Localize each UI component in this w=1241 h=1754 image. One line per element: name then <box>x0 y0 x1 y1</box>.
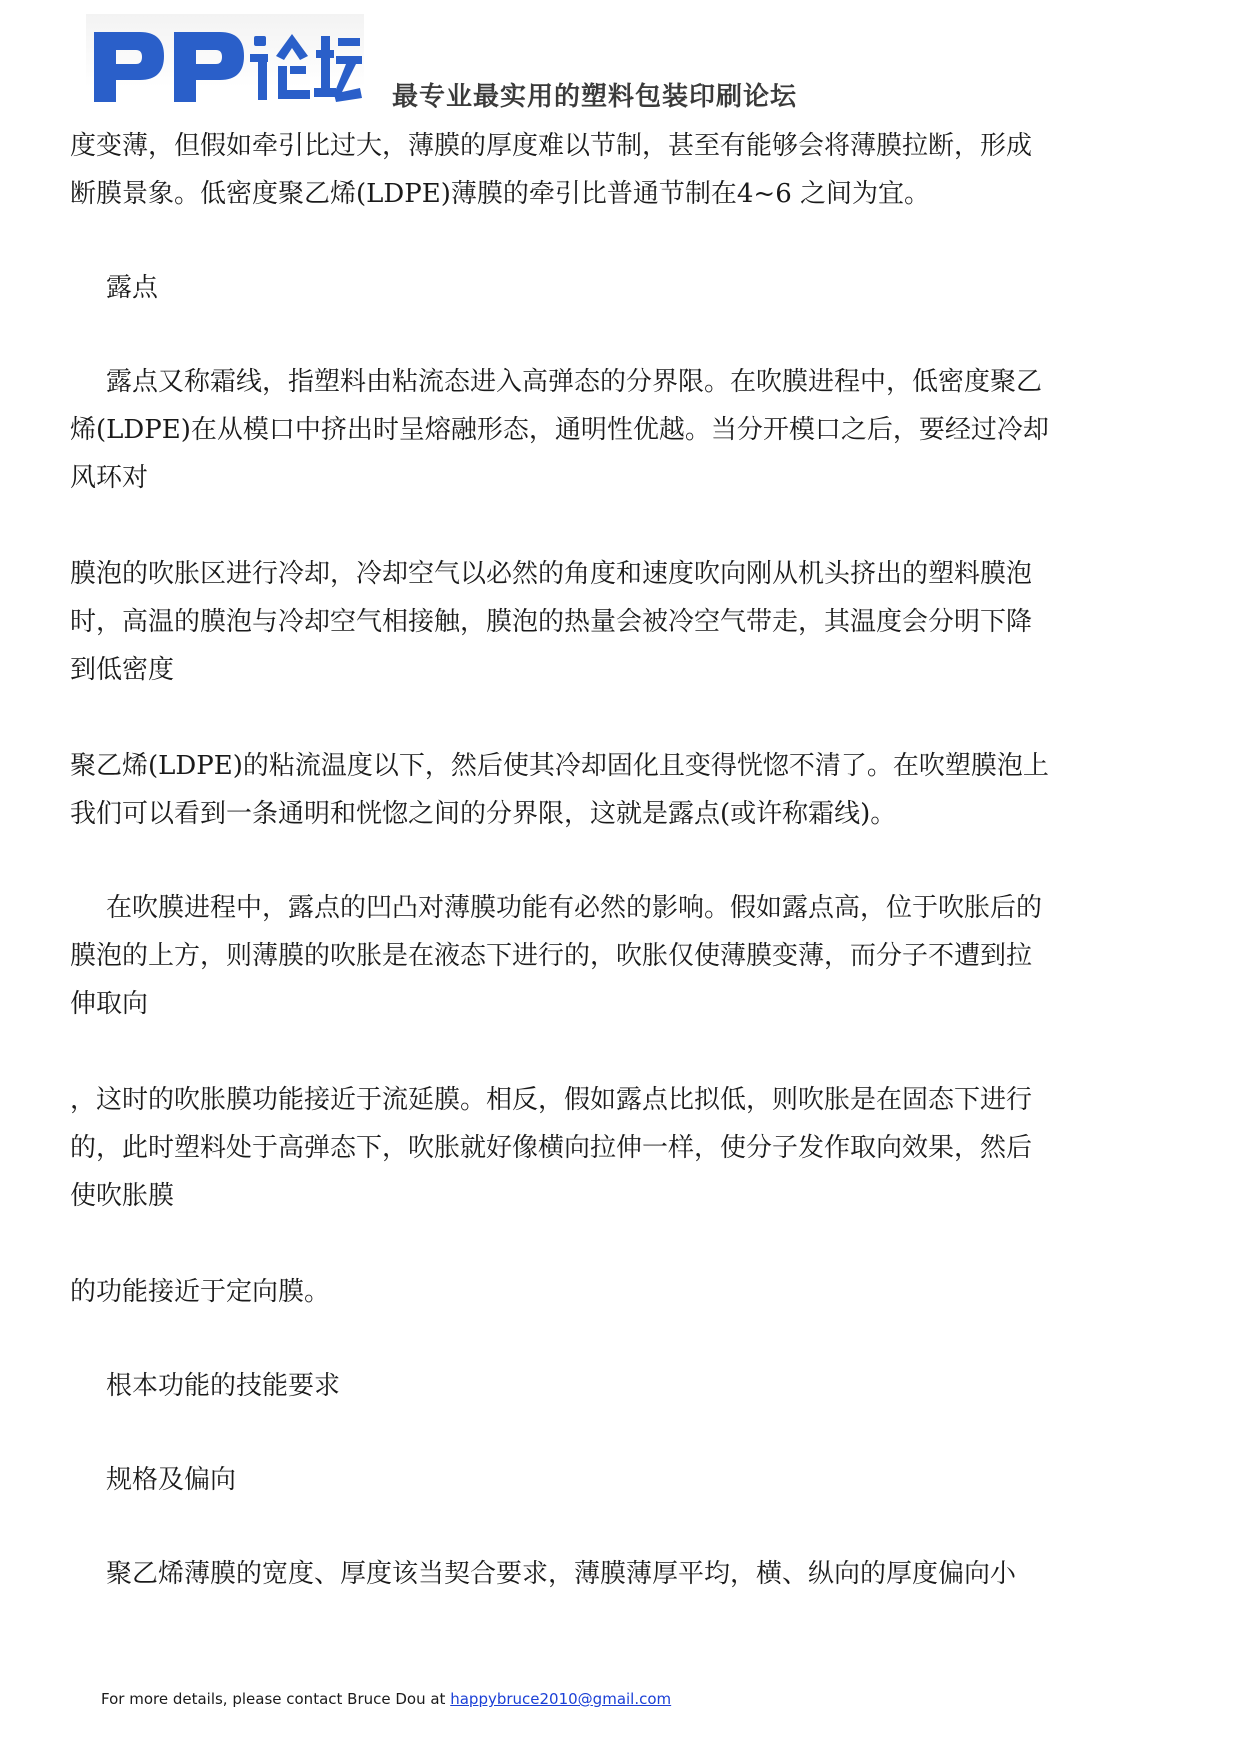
paragraph-cooling <box>70 550 1150 694</box>
text-line: 露点又称霜线，指塑料由粘流态进入高弹态的分界限。在吹膜进程中，低密度聚乙 <box>106 367 1043 397</box>
pp-logo-graphic <box>90 26 362 108</box>
paragraph-dew-point-effect <box>70 884 1150 1028</box>
text-line: 使吹胀膜 <box>70 1181 175 1211</box>
text-line: 烯(LDPE)在从模口中挤出时呈熔融形态，通明性优越。当分开模口之后，要经过冷却 <box>70 415 1049 445</box>
paragraph-frost-line <box>70 742 1150 838</box>
footer-contact-text: For more details, please contact Bruce Dou at <box>101 1690 451 1708</box>
text-line: 断膜景象。低密度聚乙烯(LDPE)薄膜的牵引比普通节制在4~6 之间为宜。 <box>70 179 931 209</box>
paragraph-low-dew-point <box>70 1076 1150 1220</box>
text-line: 风环对 <box>70 463 149 493</box>
document-body <box>70 122 1150 1598</box>
text-line: ，这时的吹胀膜功能接近于流延膜。相反，假如露点比拟低，则吹胀是在固态下进行 <box>70 1085 1033 1115</box>
paragraph-traction-ratio <box>70 122 1150 218</box>
page-footer <box>101 1690 671 1708</box>
footer-email-link[interactable]: happybruce2010@gmail.com <box>450 1690 672 1708</box>
paragraph-oriented-film: 的功能接近于定向膜。 <box>70 1277 331 1307</box>
text-line: 的，此时塑料处于高弹态下，吹胀就好像横向拉伸一样，使分子发作取向效果，然后 <box>70 1133 1033 1163</box>
paragraph-thickness: 聚乙烯薄膜的宽度、厚度该当契合要求，薄膜薄厚平均，横、纵向的厚度偏向小 <box>106 1559 1017 1589</box>
text-line: 时，高温的膜泡与冷却空气相接触，膜泡的热量会被冷空气带走，其温度会分明下降 <box>70 607 1033 637</box>
section-heading-dew-point: 露点 <box>106 273 159 303</box>
paragraph-dew-point-definition <box>70 358 1150 502</box>
forum-logo <box>86 14 364 118</box>
text-line: 到低密度 <box>70 655 175 685</box>
text-line: 膜泡的吹胀区进行冷却，冷却空气以必然的角度和速度吹向刚从机头挤出的塑料膜泡 <box>70 559 1033 589</box>
text-line: 膜泡的上方，则薄膜的吹胀是在液态下进行的，吹胀仅使薄膜变薄，而分子不遭到拉 <box>70 941 1033 971</box>
section-heading-basic-requirements: 根本功能的技能要求 <box>106 1371 341 1401</box>
page-header <box>86 14 886 124</box>
text-line: 度变薄，但假如牵引比过大，薄膜的厚度难以节制，甚至有能够会将薄膜拉断，形成 <box>70 131 1033 161</box>
text-line: 我们可以看到一条通明和恍惚之间的分界限，这就是露点(或许称霜线)。 <box>70 799 897 829</box>
text-line: 在吹膜进程中，露点的凹凸对薄膜功能有必然的影响。假如露点高，位于吹胀后的 <box>106 893 1043 923</box>
text-line: 聚乙烯(LDPE)的粘流温度以下，然后使其冷却固化且变得恍惚不清了。在吹塑膜泡上 <box>70 751 1049 781</box>
section-heading-specification: 规格及偏向 <box>106 1465 237 1495</box>
forum-slogan: 最专业最实用的塑料包装印刷论坛 <box>392 82 798 112</box>
text-line: 伸取向 <box>70 989 149 1019</box>
